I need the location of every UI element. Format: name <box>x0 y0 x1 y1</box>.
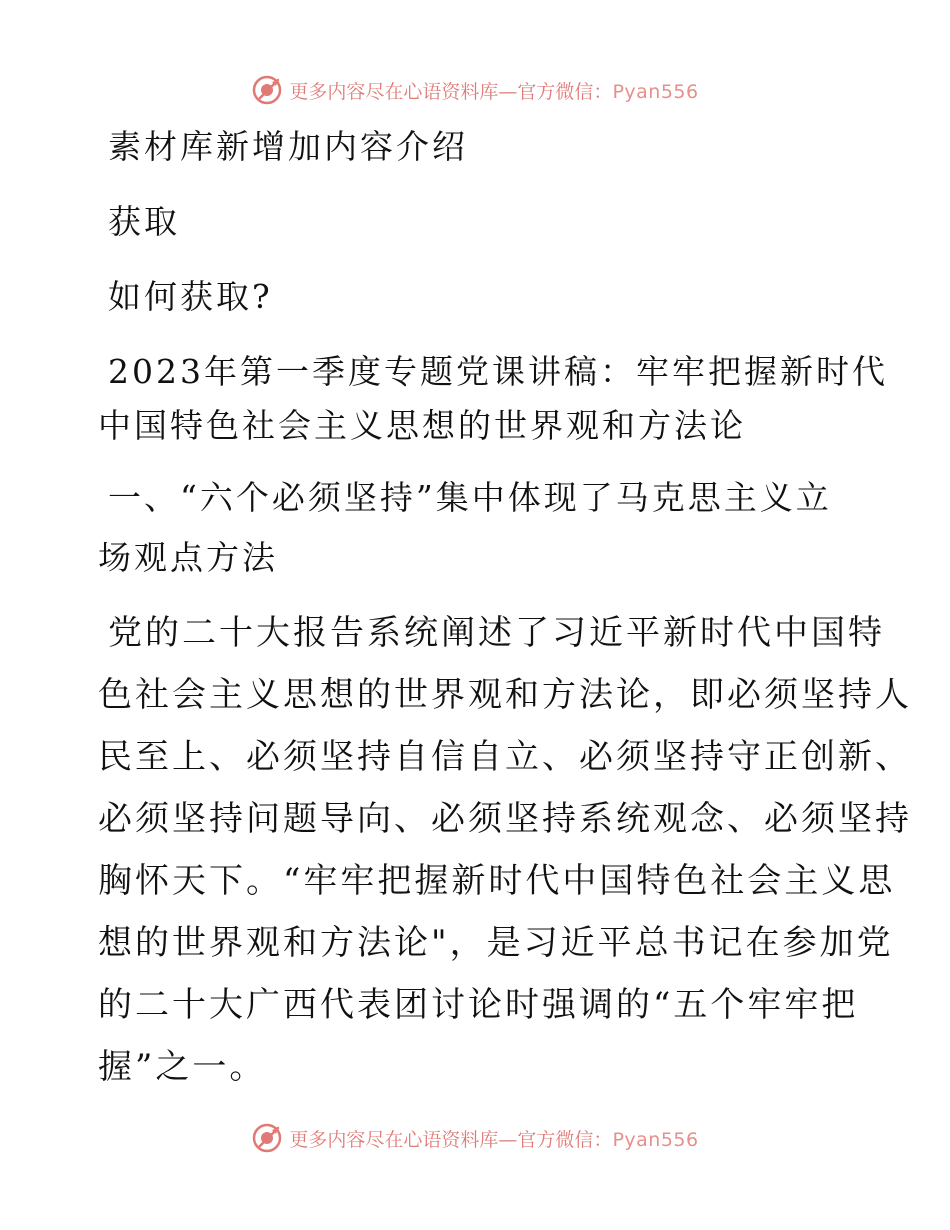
document-title-line-2: 中国特色社会主义思想的世界观和方法论 <box>98 406 746 445</box>
quill-logo-icon <box>251 1122 283 1154</box>
paragraph-line: 想的世界观和方法论"，是习近平总书记在参加党 <box>98 923 894 963</box>
paragraph-line: 色社会主义思想的世界观和方法论，即必须坚持人 <box>98 675 912 715</box>
document-body <box>98 122 912 1094</box>
obtain-line: 获取 <box>108 202 180 241</box>
paragraph-line: 党的二十大报告系统阐述了习近平新时代中国特 <box>108 613 885 653</box>
section-heading-line-2: 场观点方法 <box>98 538 278 577</box>
watermark-text: 更多内容尽在心语资料库—官方微信：Pyan556 <box>289 80 699 103</box>
body-paragraph <box>98 607 912 1094</box>
paragraph-line: 必须坚持问题导向、必须坚持系统观念、必须坚持 <box>98 799 912 839</box>
paragraph-line: 民至上、必须坚持自信自立、必须坚持守正创新、 <box>98 737 912 777</box>
watermark-text: 更多内容尽在心语资料库—官方微信：Pyan556 <box>289 1128 699 1151</box>
header-watermark <box>0 74 950 106</box>
how-to-obtain-line: 如何获取? <box>108 277 273 316</box>
paragraph-line: 胸怀天下。“牢牢把握新时代中国特色社会主义思 <box>98 861 896 901</box>
paragraph-line: 的二十大广西代表团讨论时强调的“五个牢牢把 <box>98 985 859 1025</box>
document-title-line-1: 2023年第一季度专题党课讲稿：牢牢把握新时代 <box>108 352 888 391</box>
intro-line: 素材库新增加内容介绍 <box>108 127 468 166</box>
paragraph-line: 握”之一。 <box>98 1047 267 1087</box>
section-heading-line-1: 一、“六个必须坚持”集中体现了马克思主义立 <box>108 478 832 517</box>
footer-watermark <box>0 1122 950 1154</box>
quill-logo-icon <box>251 74 283 106</box>
